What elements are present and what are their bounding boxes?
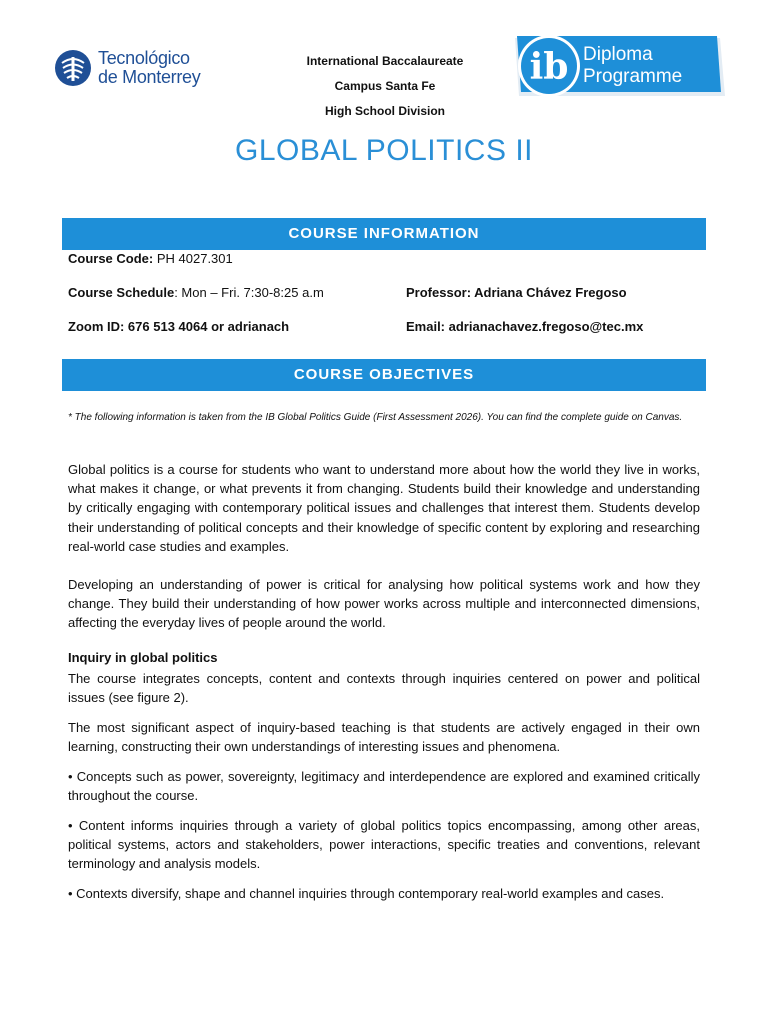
inquiry-bullet-contexts: • Contexts diversify, shape and channel inquiries through contemporary real-world examples and cases. (68, 886, 665, 901)
header-line-1: International Baccalaureate (306, 54, 464, 68)
tec-logo-line2: de Monterrey (98, 67, 201, 87)
tec-logo-line1: Tecnológico (98, 48, 190, 68)
course-code (68, 251, 233, 266)
ib-logo-line1: Diploma (583, 44, 653, 65)
inquiry-heading: Inquiry in global politics (68, 650, 218, 665)
course-schedule (68, 285, 324, 300)
tec-shield-icon (54, 49, 92, 87)
zoom-id: Zoom ID: 676 513 4064 or adrianach (68, 319, 290, 334)
source-note: * The following information is taken from the IB Global Politics Guide (First Assessment 2026). You can find the complete guide on Canvas. (68, 412, 683, 423)
course-code-label: Course Code: (68, 251, 154, 266)
header-line-2: Campus Santa Fe (334, 79, 436, 93)
ib-mark-text: ib (529, 46, 569, 88)
course-code-value: PH 4027.301 (156, 251, 233, 266)
ib-logo-graphic (515, 32, 725, 102)
header-line-3: High School Division (324, 104, 445, 118)
ib-logo-line2: Programme (583, 66, 683, 87)
objectives-paragraph-2: Developing an understanding of power is critical for analysing how political systems work and how they change. They build their understanding of how power works across multiple and interconnected dimensions, affecting the everyday lives of people around the world. (68, 577, 700, 631)
page-title: GLOBAL POLITICS II (235, 134, 533, 167)
professor-email: Email: adrianachavez.fregoso@tec.mx (406, 319, 644, 334)
inquiry-bullet-content: • Content informs inquiries through a variety of global politics topics encompassing, among other areas, political systems, actors and stakeholders, power interactions, specific treaties and conventions, relevant terminology and analysis models. (68, 818, 700, 872)
course-schedule-label: Course Schedule (68, 285, 175, 300)
tec-de-monterrey-logo (54, 44, 224, 92)
inquiry-paragraph-1: The course integrates concepts, content and contexts through inquiries centered on power and political issues (see figure 2). (68, 671, 700, 706)
professor: Professor: Adriana Chávez Fregoso (406, 285, 627, 300)
inquiry-paragraph-2: The most significant aspect of inquiry-based teaching is that students are actively engaged in their own learning, constructing their own understandings of interesting issues and phenomena. (68, 720, 700, 755)
course-information-heading: COURSE INFORMATION (62, 218, 706, 250)
ib-diploma-programme-logo (515, 32, 725, 102)
objectives-paragraph-1: Global politics is a course for students who want to understand more about how the world they live in works, what makes it change, or what prevents it from changing. Students build their knowledge and understanding by critically engaging with contemporary political issues and challenges that interest them. Students develop their understanding of political concepts and their knowledge of specific content by exploring and researching real-world case studies and examples. (68, 462, 700, 554)
course-schedule-value: : Mon – Fri. 7:30-8:25 a.m (174, 285, 324, 300)
course-objectives-heading: COURSE OBJECTIVES (62, 359, 706, 391)
inquiry-bullet-concepts: • Concepts such as power, sovereignty, legitimacy and interdependence are explored and examined critically throughout the course. (68, 769, 700, 804)
